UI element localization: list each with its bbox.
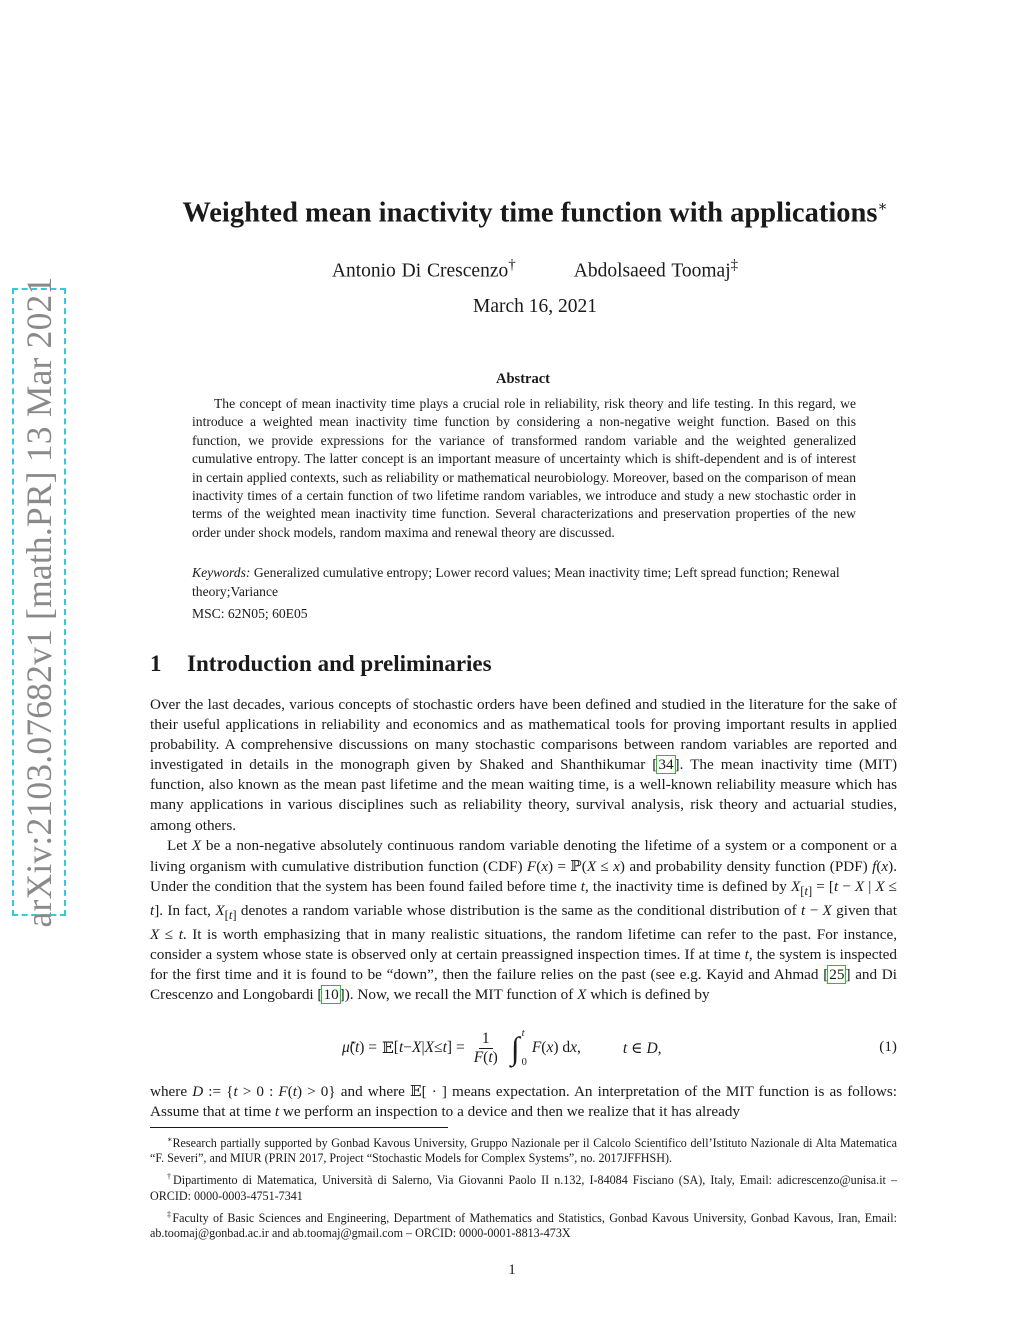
paragraph: Let X be a non-negative absolutely continuous random variable denoting the lifetime of a system or a component or a living organism with cumulative distribution function (CDF) F(x) = ℙ(X ≤ x) and probability density function (PDF) f(x). Under the condition that the system has been found failed before time t, the inactivity time is defined by $X_{[t]} = [t - X$ | X ≤ t]. In fact, $X_{[t]}$ denotes a random variable whose distribution is the same as the conditional distribution of t − X given that X ≤ t. It is worth emphasizing that in many realistic situations, the random lifetime can refer to the past. For instance, consider a system whose state is observed only at certain preassigned inspection times. If at time t, the system is inspected for the first time and it is found to be “down”, then the failure relies on the past (see e.g. Kayid and Ahmad [25] and Di Crescenzo and Longobardi [10]). Now, we recall the MIT function of X which is defined by	[150, 836, 898, 1004]
author-footnote-mark: †	[508, 257, 516, 273]
keywords-label: Keywords:	[192, 565, 251, 580]
citation-link[interactable]: 10	[323, 986, 339, 1004]
paper-title-text: Weighted mean inactivity time function with applications	[182, 197, 878, 229]
author-list	[120, 257, 950, 283]
section-title: Introduction and preliminaries	[187, 651, 492, 676]
footnote: ‡Faculty of Basic Sciences and Engineering, Department of Mathematics and Statistics, Gonbad Kavous University, Gonbad Kavous, Iran, Email: ab.toomaj@gonbad.ac.ir and ab.toomaj@gmail.com – ORCID: 0000-0001-8813-473X	[150, 1209, 897, 1241]
paragraph: Over the last decades, various concepts of stochastic orders have been defined and studied in the literature for the sake of their useful applications in reliability and economics and as mathematical tools for proving important results in applied probability. A comprehensive discussions on many stochastic comparisons between random variables are reported and investigated in details in the monograph given by Shaked and Shanthikumar [34]. The mean inactivity time (MIT) function, also known as the mean past lifetime and the mean waiting time, is a well-known reliability measure which has many applications in various disciplines such as reliability theory, survival analysis, risk theory and actuarial studies, among others.	[150, 696, 897, 834]
arxiv-identifier: arXiv:2103.07682v1 [math.PR] 13 Mar 2021	[19, 276, 59, 928]
page-number: 1	[508, 1262, 516, 1278]
citation-link[interactable]: 25	[829, 966, 845, 984]
equation-body: μ̃ ( t ) = 𝔼 [ t − X | X ≤ t ] = $\frac{1}{F(t)}$ ∫ t 0 F ( x ) d x , t ∈ D,	[342, 1028, 662, 1068]
equation-mit	[150, 1024, 897, 1070]
paper-date: March 16, 2021	[472, 296, 598, 317]
abstract-body	[192, 395, 856, 542]
footnote-divider	[150, 1127, 448, 1128]
paper-title	[120, 197, 950, 230]
introduction-body	[150, 695, 897, 1005]
equation-number: (1)	[879, 1038, 897, 1055]
abstract-text: The concept of mean inactivity time plays a crucial role in reliability, risk theory and life testing. In this regard, we introduce a weighted mean inactivity time function by considering a non-negative weight function. Based on this function, we provide expressions for the variance of transformed random variable and the weighted generalized cumulative entropy. The latter concept is an important measure of uncertainty which is shift-dependent and is of interest in certain applied contexts, such as reliability or mathematical neurobiology. Moreover, based on the comparison of mean inactivity times of a certain function of two lifetime random variables, we introduce and study a new stochastic order in terms of the weighted mean inactivity time function. Several characterizations and preservation properties of the new order under shock models, random maxima and renewal theory are discussed.	[192, 396, 856, 540]
msc-codes: MSC: 62N05; 60E05	[192, 606, 308, 621]
abstract-heading: Abstract	[496, 371, 550, 387]
author-footnote-mark: ‡	[730, 257, 739, 273]
footnote: ∗Research partially supported by Gonbad Kavous University, Gruppo Nazionale per il Calcolo Scientifico dell’Istituto Nazionale di Alta Matematica “F. Severi”, and MIUR (PRIN 2017, Project “Stochastic Models for Complex Systems”, no. 2017JFFHSH).	[150, 1135, 897, 1166]
arxiv-sidebar-stamp	[12, 276, 66, 928]
keywords-text: Generalized cumulative entropy; Lower record values; Mean inactivity time; Left spread function; Renewal theory;Variance	[192, 565, 840, 599]
title-footnote-mark: ∗	[877, 199, 888, 215]
author-name: Abdolsaeed Toomaj	[573, 260, 731, 282]
section-heading	[150, 651, 492, 677]
citation-link[interactable]: 34	[658, 756, 674, 774]
paragraph: where D := {t > 0 : F(t) > 0} and where 𝔼[ · ] means expectation. An interpretation of the MIT function is as follows: Assume that at time t we perform an inspection to a device and then we realize that it has already	[150, 1082, 898, 1121]
footnote: †Dipartimento di Matematica, Università di Salerno, Via Giovanni Paolo II n.132, I-84084 Fisciano (SA), Italy, Email: adicrescenzo@unisa.it – ORCID: 0000-0003-4751-7341	[150, 1172, 897, 1203]
keywords	[192, 564, 856, 601]
equation-domain: t ∈ D,	[622, 1039, 662, 1057]
section-number: 1	[150, 651, 162, 676]
footnotes	[150, 1132, 897, 1244]
author-name: Antonio Di Crescenzo	[331, 260, 509, 282]
